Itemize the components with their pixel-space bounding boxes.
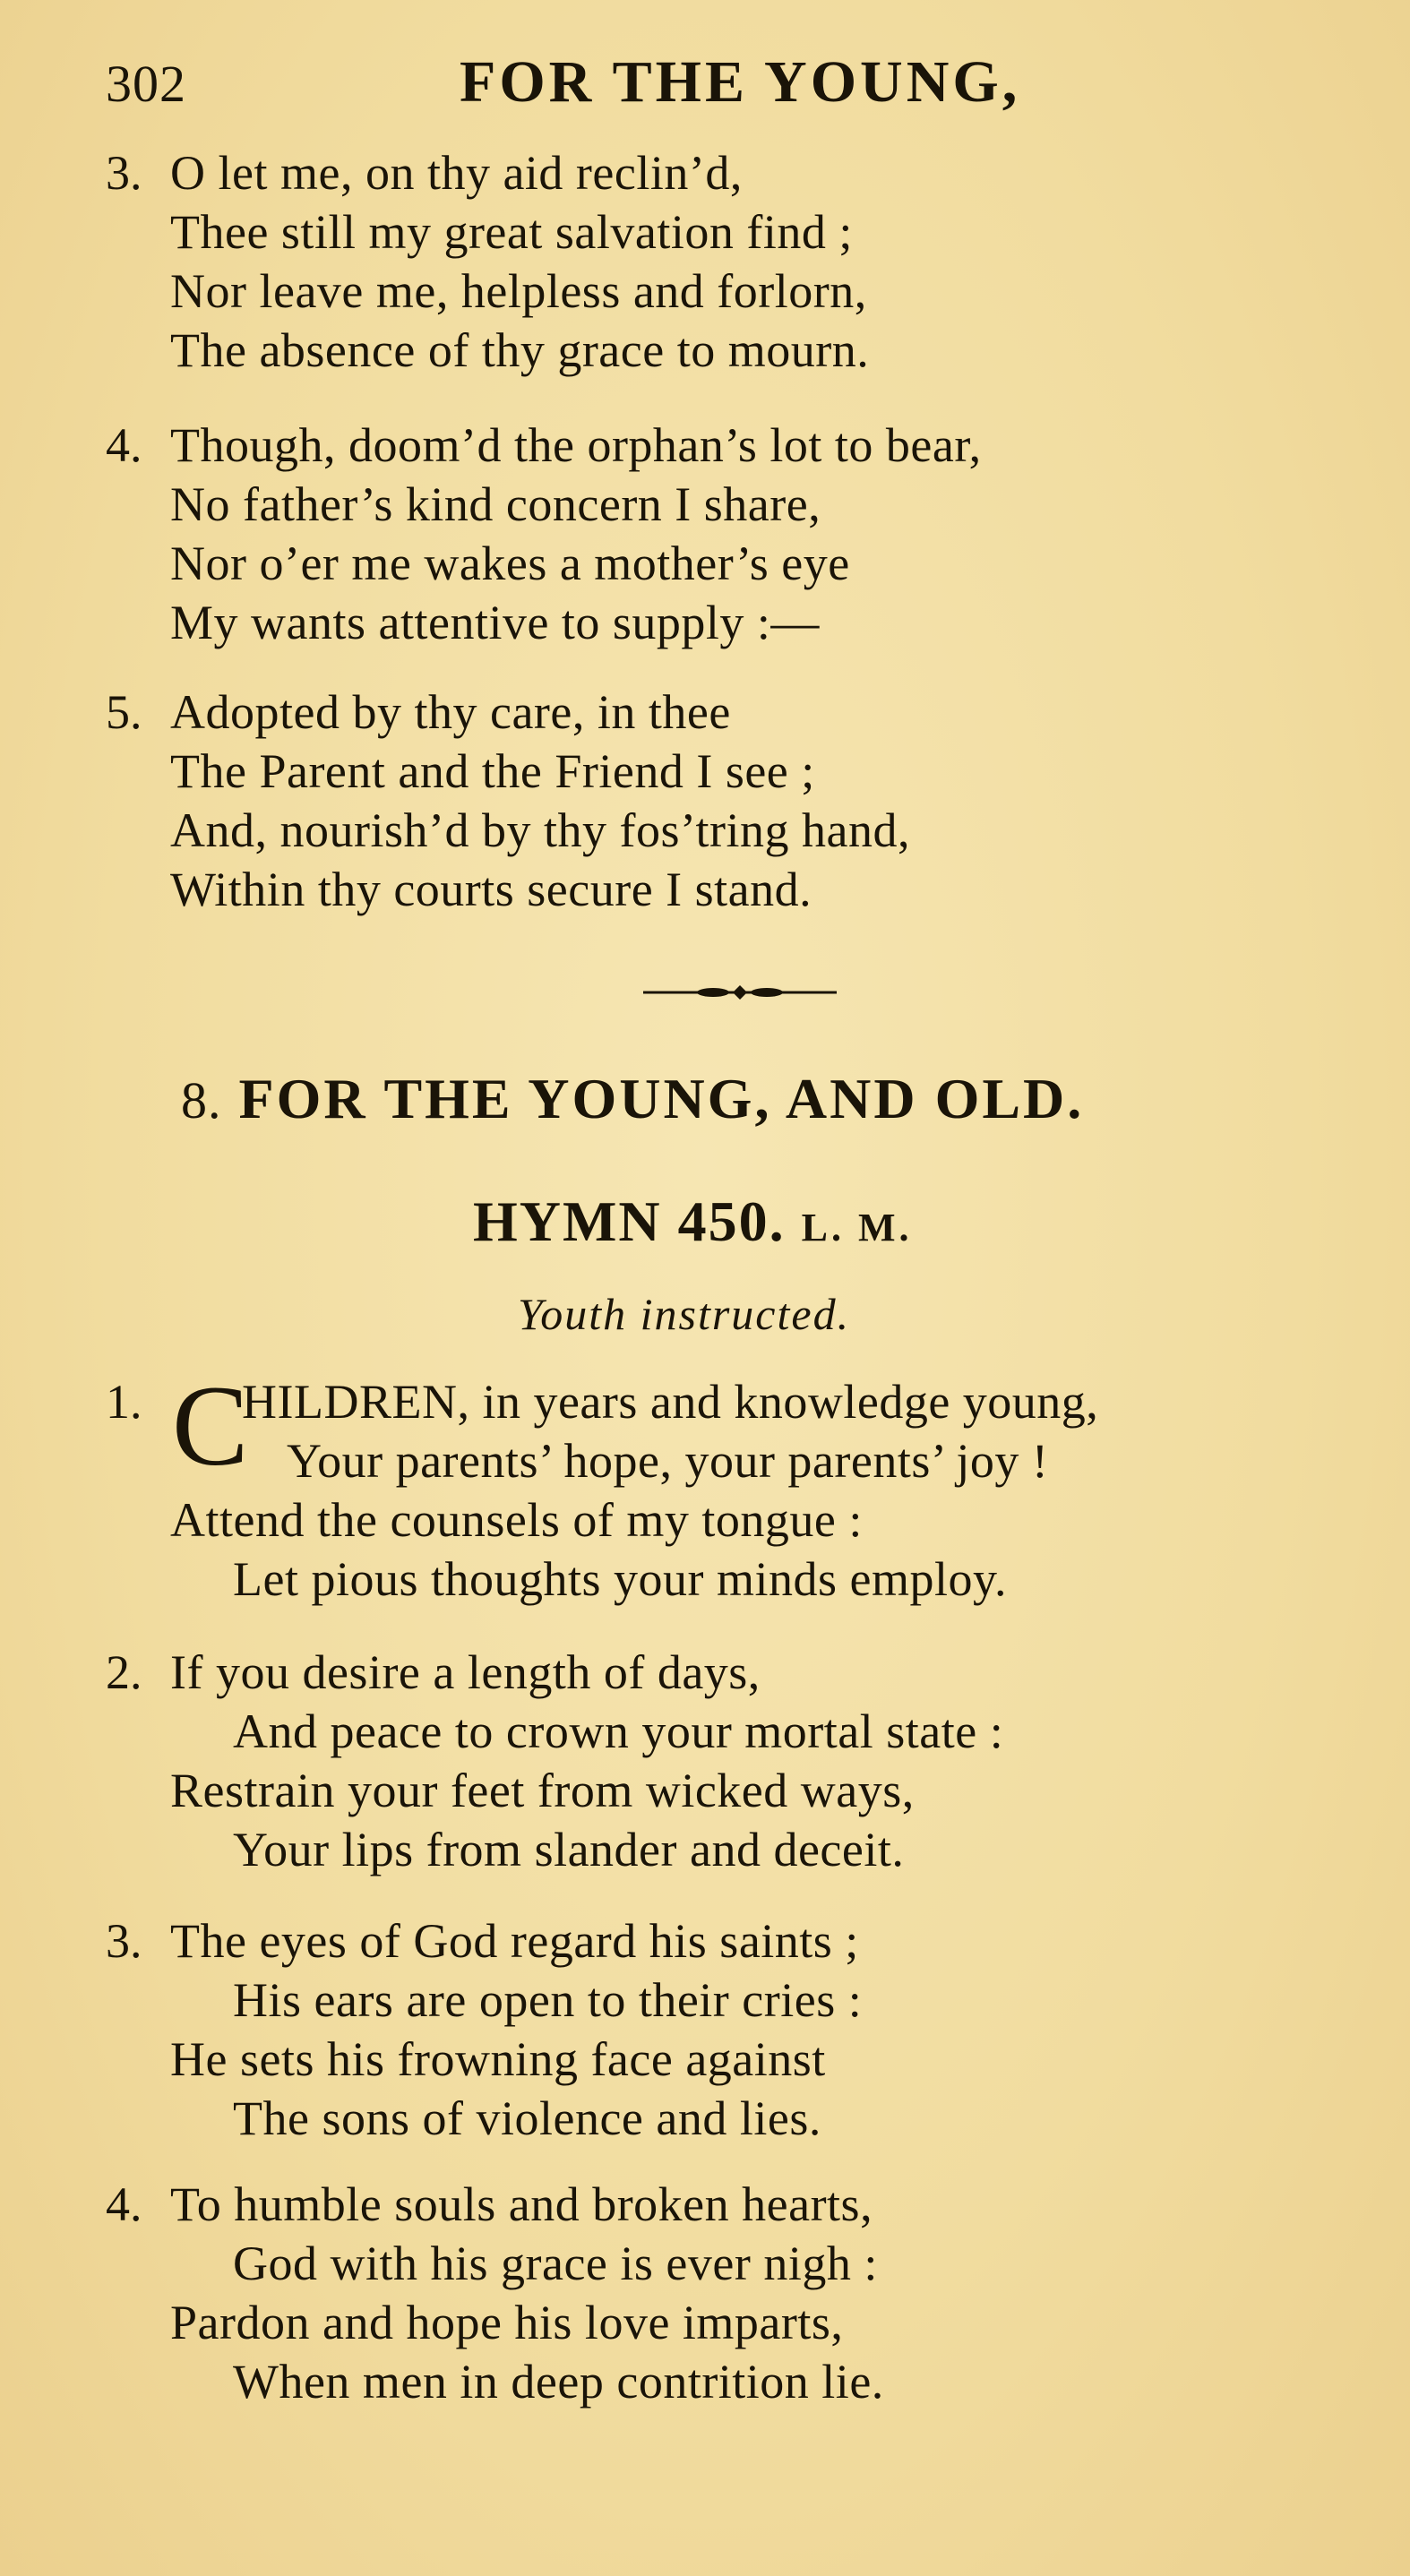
page-header (106, 36, 1055, 116)
verse-line: O let me, on thy aid reclin’d, (170, 146, 743, 200)
verse-number: 4. (106, 418, 142, 472)
hymn-stanza-1 (106, 1362, 1099, 1609)
verse-line: Restrain your feet from wicked ways, (170, 1764, 915, 1817)
verse-line: The eyes of God regard his saints ; (170, 1914, 859, 1968)
verse-line: Nor o’er me wakes a mother’s eye (170, 537, 850, 590)
hymn-title (473, 1189, 913, 1255)
hymn-stanza-2 (106, 1643, 1003, 1879)
prev-stanza-3 (106, 143, 869, 380)
section-title-text: FOR THE YOUNG, AND OLD. (238, 1067, 1085, 1130)
section-number: 8. (181, 1071, 222, 1129)
running-title: FOR THE YOUNG, (460, 49, 1021, 115)
verse-line: Attend the counsels of my tongue : (170, 1493, 863, 1547)
prev-stanza-4 (106, 416, 982, 652)
verse-line: Though, doom’d the orphan’s lot to bear, (170, 418, 982, 472)
verse-line: The sons of violence and lies. (233, 2091, 821, 2145)
verse-number: 1. (106, 1375, 142, 1429)
hymn-meter: L. M. (801, 1206, 913, 1249)
verse-line: Your lips from slander and deceit. (233, 1823, 905, 1876)
hymn-subtitle: Youth instructed. (518, 1289, 851, 1339)
verse-line: To humble souls and broken hearts, (170, 2177, 873, 2231)
verse-line: No father’s kind concern I share, (170, 477, 821, 531)
verse-line: Let pious thoughts your minds employ. (233, 1552, 1007, 1606)
verse-line: And, nourish’d by thy fos’tring hand, (170, 803, 910, 857)
hymn-stanza-3 (106, 1911, 862, 2148)
verse-line: Nor leave me, helpless and forlorn, (170, 264, 867, 318)
verse-line: The absence of thy grace to mourn. (170, 323, 870, 377)
verse-line: Thee still my great salvation find ; (170, 205, 853, 259)
verse-line: When men in deep contrition lie. (233, 2355, 884, 2409)
verse-number: 4. (106, 2177, 142, 2231)
hymn-number: HYMN 450. (473, 1189, 786, 1253)
verse-number: 2. (106, 1645, 142, 1699)
section-title (181, 1066, 1084, 1132)
verse-line: His ears are open to their cries : (233, 1973, 863, 2027)
page-number: 302 (106, 55, 186, 113)
prev-stanza-5 (106, 683, 910, 919)
drop-cap: C (172, 1362, 249, 1490)
verse-number: 3. (106, 1914, 142, 1968)
verse-number: 5. (106, 685, 142, 739)
verse-line: My wants attentive to supply :— (170, 596, 820, 649)
verse-line: Your parents’ hope, your parents’ joy ! (287, 1434, 1049, 1488)
verse-line: The Parent and the Friend I see ; (170, 744, 815, 798)
verse-line: HILDREN, in years and knowledge young, (242, 1375, 1099, 1429)
verse-line: He sets his frowning face against (170, 2032, 826, 2086)
verse-line: Within thy courts secure I stand. (170, 863, 812, 916)
verse-line: And peace to crown your mortal state : (233, 1704, 1004, 1758)
verse-line: Adopted by thy care, in thee (170, 685, 731, 739)
verse-line: God with his grace is ever nigh : (233, 2237, 878, 2290)
verse-line: If you desire a length of days, (170, 1645, 761, 1699)
verse-number: 3. (106, 146, 142, 200)
ornament-divider (643, 983, 837, 1001)
hymn-stanza-4 (106, 2175, 884, 2411)
verse-line: Pardon and hope his love imparts, (170, 2296, 844, 2349)
